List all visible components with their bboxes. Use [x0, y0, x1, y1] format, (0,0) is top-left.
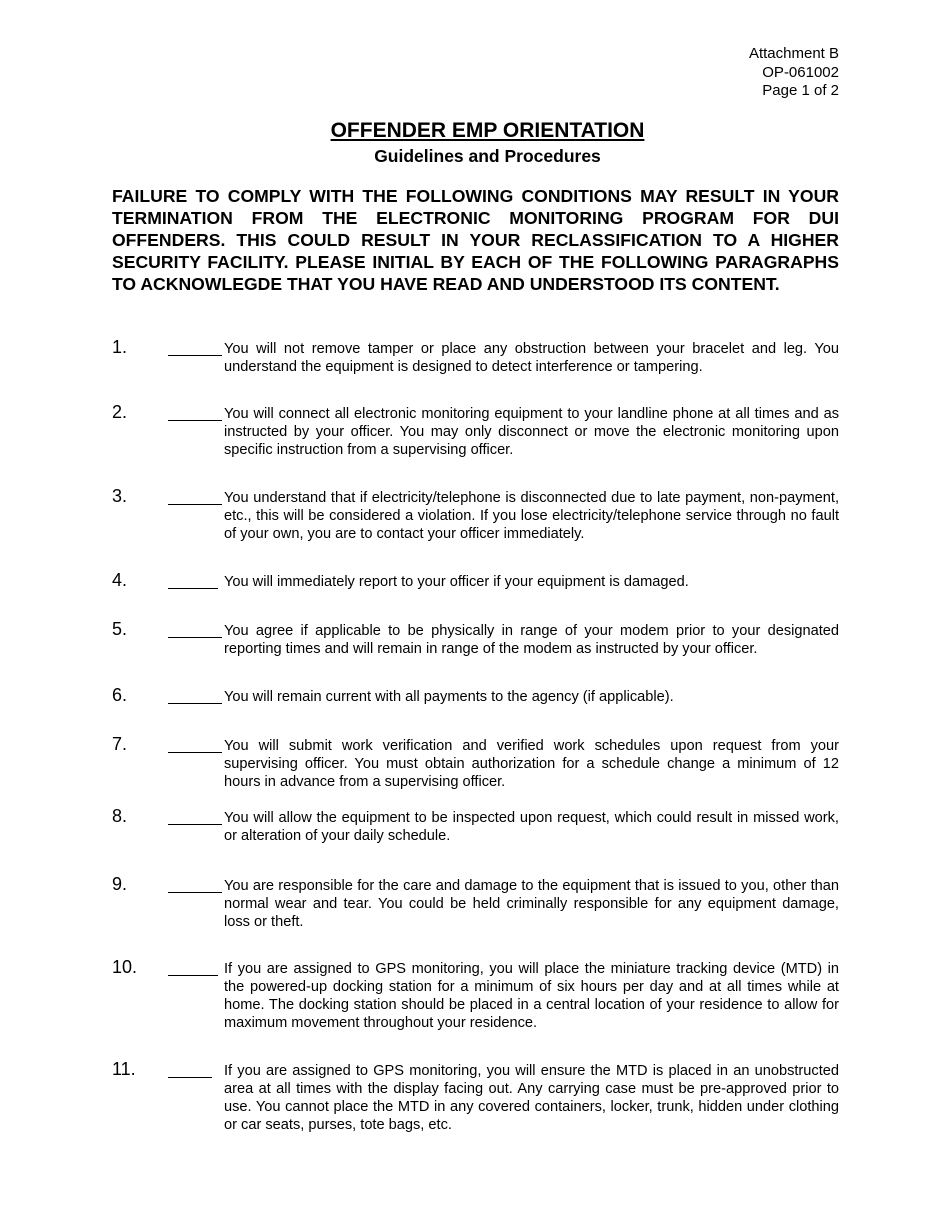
item-number: 7.: [112, 734, 128, 754]
initial-line: [168, 737, 222, 753]
item-text: You will immediately report to your officer if your equipment is damaged.: [224, 574, 689, 590]
item-number: 11.: [112, 1059, 136, 1079]
item-number: 1.: [112, 337, 128, 357]
item-number: 2.: [112, 402, 128, 422]
initial-line: [168, 877, 222, 893]
item-text: You understand that if electricity/telephone is disconnected due to late payment, non-payment, etc., this will be considered a violation. If you lose electricity/telephone service through no fault of your own, you are to contact your officer immediately.: [224, 490, 839, 542]
initial-line: [168, 622, 222, 638]
document-header: [749, 45, 839, 101]
initial-line: [168, 405, 222, 421]
item-text: You will connect all electronic monitoring equipment to your landline phone at all times and as instructed by your officer. You may only disconnect or move the electronic monitoring upon specific instruction from a supervising officer.: [224, 406, 839, 458]
item-text: You will submit work verification and verified work schedules upon request from your supervising officer. You must obtain authorization for a schedule change a minimum of 12 hours in advance from a supervising officer.: [224, 738, 839, 790]
item-text: You agree if applicable to be physically in range of your modem prior to your designated reporting times and will remain in range of the modem as instructed by your officer.: [224, 623, 839, 657]
item-text: You are responsible for the care and damage to the equipment that is issued to you, other than normal wear and tear. You could be held criminally responsible for any equipment damage, loss or theft.: [224, 878, 839, 930]
page-subtitle: Guidelines and Procedures: [374, 146, 601, 166]
page-number: Page 1 of 2: [762, 82, 839, 99]
item-number: 5.: [112, 619, 128, 639]
item-text: If you are assigned to GPS monitoring, you will place the miniature tracking device (MTD) in the powered-up docking station for a minimum of six hours per day and at all times while at home. The docking station should be placed in a central location of your residence to allow for maximum movement throughout your residence.: [224, 961, 839, 1031]
attachment-label: Attachment B: [748, 45, 839, 62]
item-text: You will not remove tamper or place any obstruction between your bracelet and leg. You understand the equipment is designed to detect interference or tampering.: [224, 341, 839, 375]
initial-line: [168, 573, 218, 589]
initial-line: [168, 489, 222, 505]
item-text: If you are assigned to GPS monitoring, you will ensure the MTD is placed in an unobstructed area at all times with the display facing out. Any carrying case must be pre-approved prior to use. You cannot place the MTD in any covered containers, locker, trunk, hidden under clothing or car seats, purses, tote bags, etc.: [224, 1063, 839, 1133]
item-number: 8.: [112, 806, 128, 826]
initial-line: [168, 960, 218, 976]
item-text: You will remain current with all payments to the agency (if applicable).: [224, 689, 674, 705]
warning-paragraph: FAILURE TO COMPLY WITH THE FOLLOWING CONDITIONS MAY RESULT IN YOUR TERMINATION FROM THE ELECTRONIC MONITORING PROGRAM FOR DUI OFFENDERS. THIS COULD RESULT IN YOUR RECLASSIFICATION TO A HIGHER SECURITY FACILITY. PLEASE INITIAL BY EACH OF THE FOLLOWING PARAGRAPHS TO ACKNOWLEGDE THAT YOU HAVE READ AND UNDERSTOOD ITS CONTENT.: [112, 186, 839, 294]
item-number: 4.: [112, 570, 128, 590]
item-number: 10.: [112, 957, 138, 977]
document-number: OP-061002: [762, 63, 839, 81]
initial-line: [168, 809, 222, 825]
item-number: 3.: [112, 486, 128, 506]
page-title: OFFENDER EMP ORIENTATION: [330, 119, 645, 142]
initial-line: [168, 1062, 212, 1078]
item-number: 6.: [112, 685, 128, 705]
item-number: 9.: [112, 874, 128, 894]
initial-line: [168, 340, 222, 356]
initial-line: [168, 688, 222, 704]
item-text: You will allow the equipment to be inspected upon request, which could result in missed work, or alteration of your daily schedule.: [224, 810, 839, 844]
